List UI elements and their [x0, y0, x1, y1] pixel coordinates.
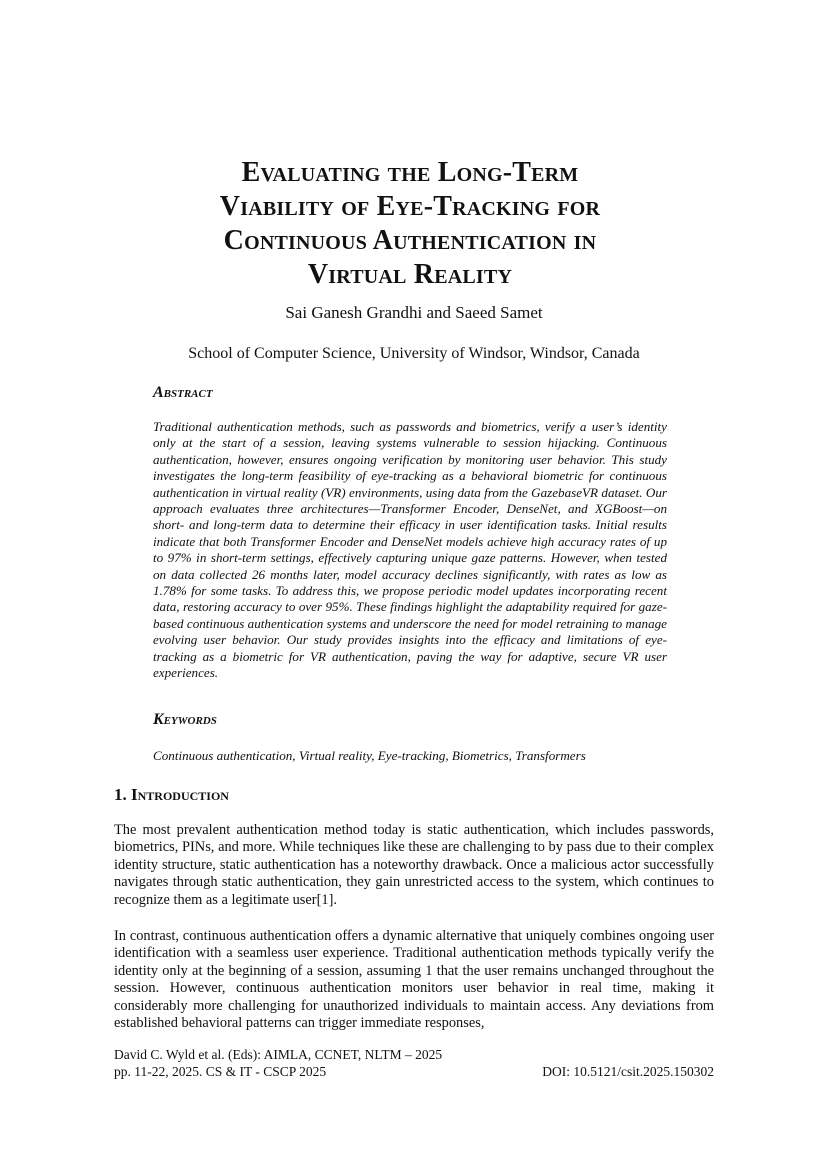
footer-pages: pp. 11-22, 2025. CS & IT - CSCP 2025 — [114, 1064, 327, 1079]
intro-paragraph-2: In contrast, continuous authentication offers a dynamic alternative that uniquely combines ongoing user identification with a seamless user experience. Traditional authentication methods typically verify the identity only at the beginning of a session, assuming 1 that the user remains unchanged throughout the session. However, continuous authentication monitors user behavior in real time, making it considerably more challenging for unauthorized individuals to maintain access. Any deviations from established behavioral patterns can trigger immediate responses, — [114, 928, 714, 1032]
title-line-4: Virtual Reality — [307, 259, 513, 290]
authors: Sai Ganesh Grandhi and Saeed Samet — [285, 303, 543, 322]
introduction-heading: 1. Introduction — [114, 785, 229, 804]
title-line-2: Viability of Eye-Tracking for — [219, 191, 601, 222]
keywords-text: Continuous authentication, Virtual reality, Eye-tracking, Biometrics, Transformers — [153, 748, 586, 763]
footer-editors: David C. Wyld et al. (Eds): AIMLA, CCNET, NLTM – 2025 — [114, 1047, 443, 1062]
abstract-heading: Abstract — [153, 384, 213, 401]
paper-title — [100, 156, 720, 292]
intro-paragraph-1: The most prevalent authentication method today is static authentication, which includes passwords, biometrics, PINs, and more. While techniques like these are challenging to by pass due to their complex identity structure, static authentication has a noteworthy drawback. Once a malicious actor successfully navigates through static authentication, they gain unrestricted access to the system, which continues to recognize them as a legitimate user[1]. — [114, 822, 714, 908]
title-line-1: Evaluating the Long-Term — [241, 157, 579, 188]
keywords-heading: Keywords — [153, 711, 217, 728]
abstract-text: Traditional authentication methods, such as passwords and biometrics, verify a user’s identity only at the start of a session, leaving systems vulnerable to session hijacking. Continuous authentication, however, ensures ongoing verification by monitoring user behavior. This study investigates the long-term feasibility of eye-tracking as a behavioral biometric for continuous authentication in virtual reality (VR) environments, using data from the GazebaseVR dataset. Our approach evaluates three architectures—Transformer Encoder, DenseNet, and XGBoost—on short- and long-term data to determine their efficacy in user identification tasks. Initial results indicate that both Transformer Encoder and DenseNet models achieve high accuracy rates of up to 97% in short-term settings, effectively capturing unique gaze patterns. However, when tested on data collected 26 months later, model accuracy declines significantly, with rates as low as 1.78% for some tasks. To address this, we propose periodic model updates incorporating recent data, restoring accuracy to over 95%. These findings highlight the adaptability required for gaze-based continuous authentication systems and underscore the need for model retraining to manage evolving user behavior. Our study provides insights into the efficacy and limitations of eye-tracking as a biometric for VR authentication, paving the way for adaptive, secure VR user experiences. — [153, 419, 667, 681]
affiliation: School of Computer Science, University of Windsor, Windsor, Canada — [188, 345, 640, 362]
footer-citation — [114, 1046, 442, 1080]
footer-doi: DOI: 10.5121/csit.2025.150302 — [542, 1064, 714, 1079]
title-line-3: Continuous Authentication in — [223, 225, 597, 256]
